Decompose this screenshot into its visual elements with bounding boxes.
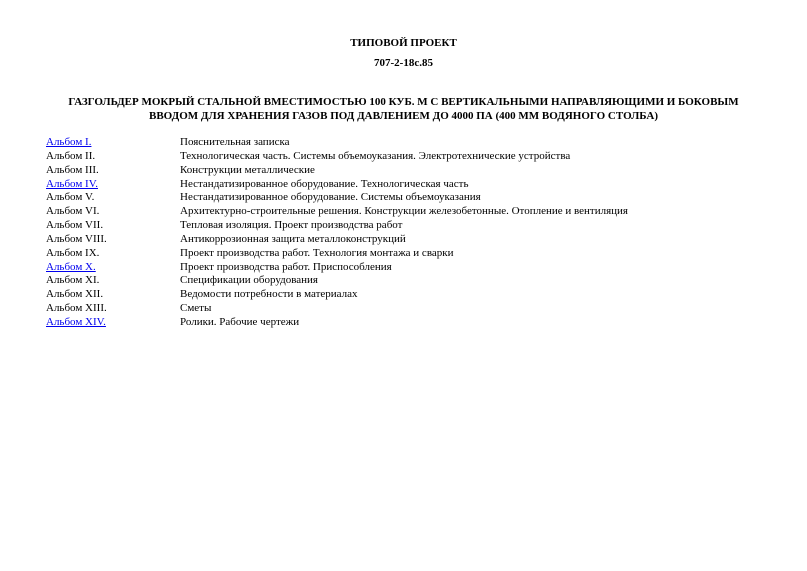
album-name: Альбом VIII. <box>46 232 107 245</box>
album-description: Тепловая изоляция. Проект производства работ <box>180 219 403 232</box>
album-name: Альбом XII. <box>46 288 104 301</box>
album-row <box>46 274 786 288</box>
album-row <box>46 288 786 302</box>
album-row <box>46 178 786 192</box>
album-name: Альбом IX. <box>46 246 100 259</box>
album-description: Конструкции металлические <box>180 163 315 176</box>
album-row <box>46 150 786 164</box>
album-name: Альбом XI. <box>46 274 100 287</box>
album-row <box>46 233 786 247</box>
album-row <box>46 302 786 316</box>
album-link[interactable]: Альбом I. <box>46 136 92 148</box>
album-description: Технологическая часть. Системы объемоуказания. Электротехнические устройства <box>180 149 571 162</box>
album-name: Альбом II. <box>46 149 96 162</box>
album-row <box>46 191 786 205</box>
album-description: Спецификации оборудования <box>180 274 318 287</box>
album-row <box>46 136 786 150</box>
album-description: Нестандатизированное оборудование. Системы объемоуказания <box>180 191 481 204</box>
album-name: Альбом V. <box>46 191 95 204</box>
album-name: Альбом III. <box>46 163 99 176</box>
project-code: 707-2-18с.85 <box>374 57 433 69</box>
project-heading-line-1: ГАЗГОЛЬДЕР МОКРЫЙ СТАЛЬНОЙ ВМЕСТИМОСТЬЮ 100 КУБ. М С ВЕРТИКАЛЬНЫМИ НАПРАВЛЯЮЩИМИ И БОКОВЫМ <box>68 96 739 108</box>
album-description: Пояснительная записка <box>180 136 290 148</box>
project-heading <box>40 95 767 123</box>
album-row <box>46 316 786 330</box>
album-row <box>46 205 786 219</box>
album-row <box>46 219 786 233</box>
album-description: Проект производства работ. Приспособления <box>180 260 392 273</box>
album-link[interactable]: Альбом IV. <box>46 177 98 190</box>
album-name: Альбом VI. <box>46 205 100 218</box>
album-row <box>46 164 786 178</box>
album-description: Антикоррозионная защита металлоконструкций <box>180 232 406 245</box>
album-description: Проект производства работ. Технология монтажа и сварки <box>180 246 454 259</box>
album-link[interactable]: Альбом XIV. <box>46 315 106 328</box>
album-description: Архитектурно-строительные решения. Конструкции железобетонные. Отопление и вентиляция <box>180 205 628 218</box>
album-description: Ведомости потребности в материалах <box>180 288 358 301</box>
album-list <box>46 136 786 330</box>
album-name: Альбом VII. <box>46 219 104 232</box>
album-description: Ролики. Рабочие чертежи <box>180 315 300 328</box>
album-name: Альбом XIII. <box>46 302 107 315</box>
album-link[interactable]: Альбом X. <box>46 260 96 273</box>
project-heading-line-2: ВВОДОМ ДЛЯ ХРАНЕНИЯ ГАЗОВ ПОД ДАВЛЕНИЕМ ДО 4000 ПА (400 ММ ВОДЯНОГО СТОЛБА) <box>148 110 659 122</box>
album-description: Нестандатизированное оборудование. Технологическая часть <box>180 177 469 190</box>
album-row <box>46 261 786 275</box>
album-row <box>46 247 786 261</box>
document-type-label: ТИПОВОЙ ПРОЕКТ <box>350 37 457 49</box>
album-description: Сметы <box>180 302 212 315</box>
